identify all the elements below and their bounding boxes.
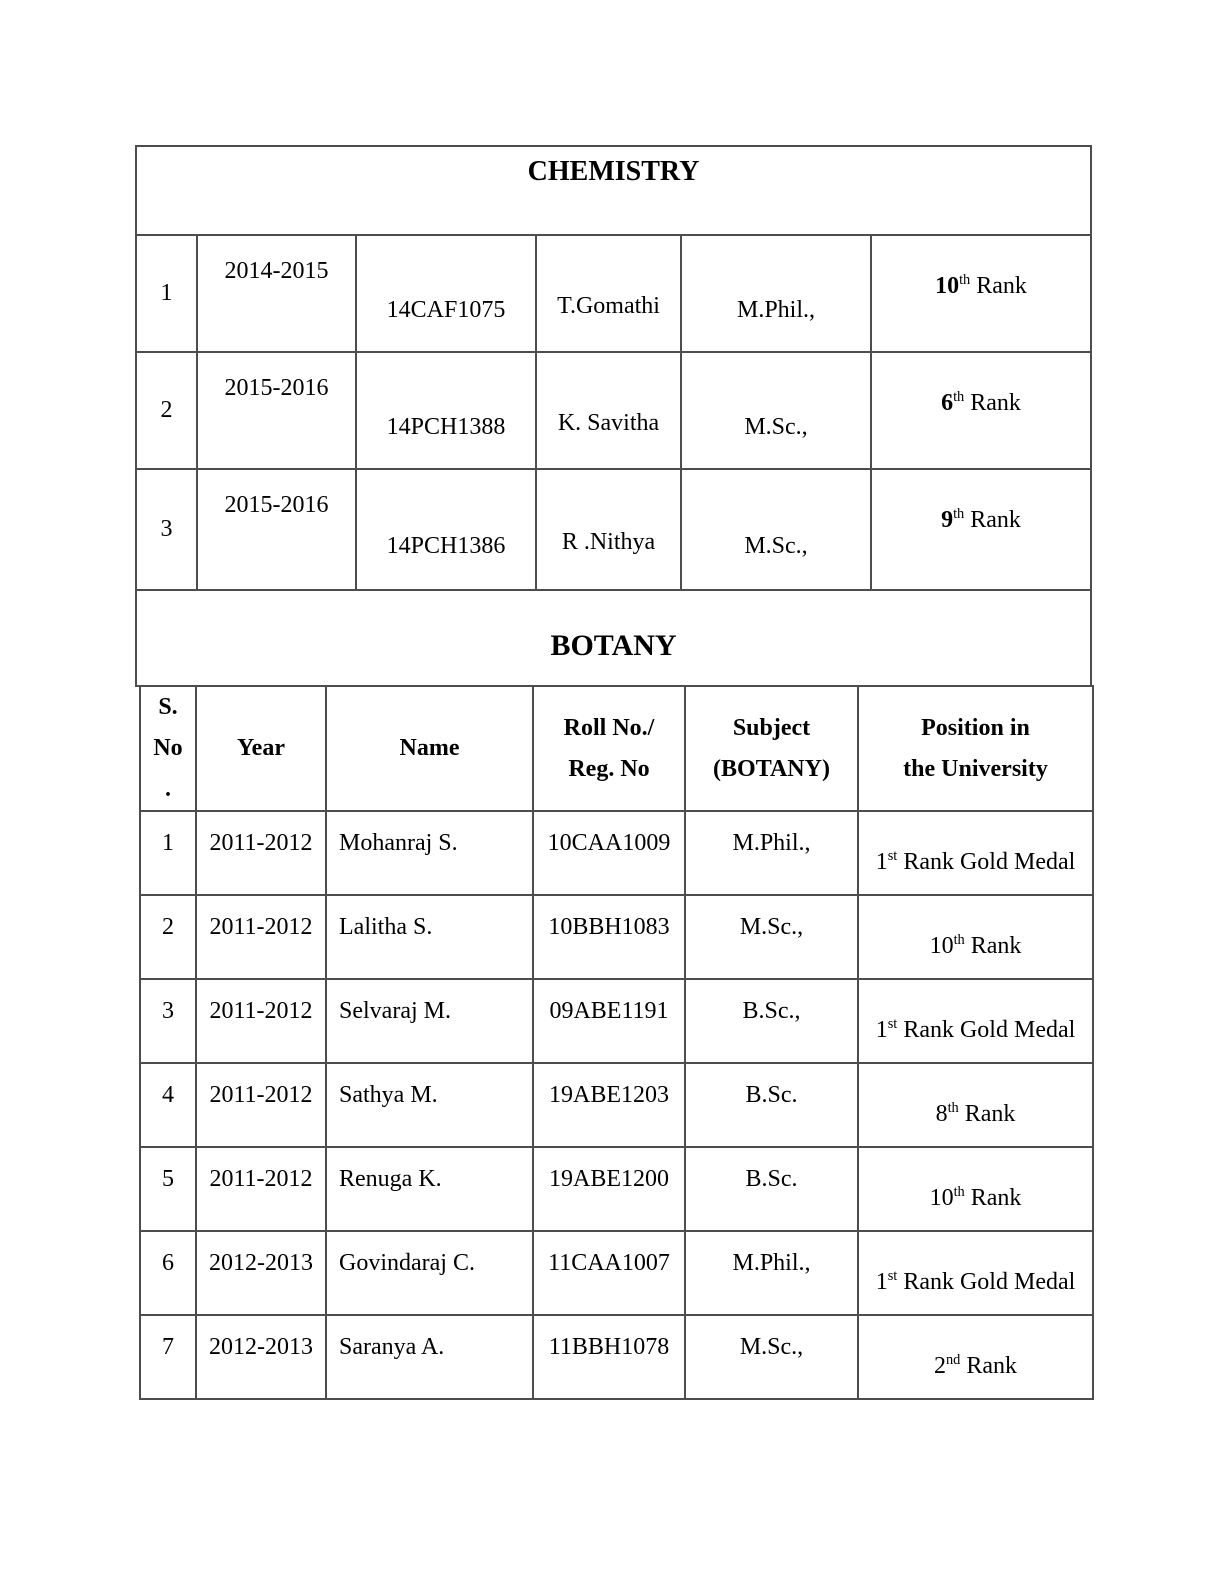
year-cell: 2011-2012: [196, 1063, 326, 1147]
rank-number: 8: [935, 1101, 948, 1127]
year-cell: 2011-2012: [196, 811, 326, 895]
name-cell: Mohanraj S.: [326, 811, 533, 895]
botany-row: [140, 1147, 1093, 1231]
serial-number-cell: 7: [140, 1315, 196, 1399]
botany-header-position: Position in the University: [858, 686, 1093, 811]
subject-cell: M.Phil.,: [685, 1231, 858, 1315]
subject-cell: M.Phil.,: [681, 235, 871, 352]
year-cell: 2015-2016: [197, 352, 356, 469]
roll-no-cell: 11CAA1007: [533, 1231, 685, 1315]
chemistry-row: [136, 352, 1091, 469]
subject-cell: B.Sc.: [685, 1147, 858, 1231]
serial-number-cell: 3: [136, 469, 197, 590]
year-cell: 2012-2013: [196, 1315, 326, 1399]
rank-ordinal-suffix: th: [953, 1184, 965, 1200]
rank-ordinal-suffix: th: [959, 272, 971, 288]
rank-number: 1: [875, 849, 888, 875]
subject-cell: M.Sc.,: [685, 1315, 858, 1399]
rank-ordinal-suffix: th: [953, 389, 965, 405]
botany-title-row: [136, 590, 1091, 686]
roll-no-cell: 19ABE1200: [533, 1147, 685, 1231]
name-cell: Saranya A.: [326, 1315, 533, 1399]
name-cell: Sathya M.: [326, 1063, 533, 1147]
year-cell: 2015-2016: [197, 469, 356, 590]
roll-no-cell: 10CAA1009: [533, 811, 685, 895]
serial-number-cell: 2: [136, 352, 197, 469]
chemistry-table: [135, 145, 1092, 687]
year-cell: 2011-2012: [196, 895, 326, 979]
botany-header-subject: Subject (BOTANY): [685, 686, 858, 811]
roll-no-cell: 14CAF1075: [356, 235, 536, 352]
rank-ordinal-suffix: th: [953, 506, 965, 522]
chemistry-section-title: CHEMISTRY: [136, 146, 1091, 235]
botany-row: [140, 811, 1093, 895]
serial-number-cell: 1: [140, 811, 196, 895]
rank-number: 2: [933, 1353, 946, 1379]
position-cell: 2nd Rank: [858, 1315, 1093, 1399]
name-cell: Renuga K.: [326, 1147, 533, 1231]
botany-row: [140, 1231, 1093, 1315]
rank-number: 10: [929, 933, 954, 959]
name-cell: R .Nithya: [536, 469, 681, 590]
position-cell: 8th Rank: [858, 1063, 1093, 1147]
year-cell: 2014-2015: [197, 235, 356, 352]
botany-row: [140, 979, 1093, 1063]
botany-row: [140, 1063, 1093, 1147]
name-cell: Selvaraj M.: [326, 979, 533, 1063]
position-cell: 1st Rank Gold Medal: [858, 811, 1093, 895]
serial-number-cell: 4: [140, 1063, 196, 1147]
rank-ordinal-suffix: th: [947, 1100, 959, 1116]
rank-ordinal-suffix: nd: [945, 1352, 961, 1368]
subject-cell: M.Sc.,: [681, 352, 871, 469]
rank-number: 6: [941, 390, 954, 416]
rank-number: 10: [929, 1185, 954, 1211]
name-cell: Lalitha S.: [326, 895, 533, 979]
rank-number: 9: [941, 507, 954, 533]
rank-cell: 10th Rank: [871, 235, 1091, 352]
rank-number: 1: [875, 1017, 888, 1043]
botany-header-row: [140, 686, 1093, 811]
year-cell: 2012-2013: [196, 1231, 326, 1315]
serial-number-cell: 2: [140, 895, 196, 979]
botany-row: [140, 895, 1093, 979]
roll-no-cell: 10BBH1083: [533, 895, 685, 979]
subject-cell: M.Sc.,: [685, 895, 858, 979]
rank-ordinal-suffix: st: [887, 1016, 898, 1032]
roll-no-cell: 14PCH1388: [356, 352, 536, 469]
chemistry-rows: [136, 235, 1091, 590]
botany-row: [140, 1315, 1093, 1399]
botany-header-name: Name: [326, 686, 533, 811]
botany-header-year: Year: [196, 686, 326, 811]
name-cell: Govindaraj C.: [326, 1231, 533, 1315]
botany-table: [139, 685, 1094, 1400]
rank-ordinal-suffix: st: [887, 848, 898, 864]
name-cell: K. Savitha: [536, 352, 681, 469]
roll-no-cell: 11BBH1078: [533, 1315, 685, 1399]
serial-number-cell: 6: [140, 1231, 196, 1315]
rank-number: 10: [935, 273, 960, 299]
botany-header-sno: S. No .: [140, 686, 196, 811]
chemistry-row: [136, 235, 1091, 352]
subject-cell: M.Sc.,: [681, 469, 871, 590]
roll-no-cell: 14PCH1386: [356, 469, 536, 590]
year-cell: 2011-2012: [196, 1147, 326, 1231]
chemistry-title-row: [136, 146, 1091, 235]
chemistry-row: [136, 469, 1091, 590]
position-cell: 10th Rank: [858, 895, 1093, 979]
rank-cell: 9th Rank: [871, 469, 1091, 590]
serial-number-cell: 3: [140, 979, 196, 1063]
rank-number: 1: [875, 1269, 888, 1295]
botany-header-roll-no: Roll No./ Reg. No: [533, 686, 685, 811]
subject-cell: B.Sc.,: [685, 979, 858, 1063]
position-cell: 1st Rank Gold Medal: [858, 979, 1093, 1063]
botany-rows: [140, 811, 1093, 1399]
year-cell: 2011-2012: [196, 979, 326, 1063]
subject-cell: B.Sc.: [685, 1063, 858, 1147]
position-cell: 1st Rank Gold Medal: [858, 1231, 1093, 1315]
roll-no-cell: 09ABE1191: [533, 979, 685, 1063]
rank-ordinal-suffix: th: [953, 932, 965, 948]
rank-ordinal-suffix: st: [887, 1268, 898, 1284]
position-cell: 10th Rank: [858, 1147, 1093, 1231]
roll-no-cell: 19ABE1203: [533, 1063, 685, 1147]
rank-cell: 6th Rank: [871, 352, 1091, 469]
botany-section-title: BOTANY: [136, 590, 1091, 686]
subject-cell: M.Phil.,: [685, 811, 858, 895]
serial-number-cell: 5: [140, 1147, 196, 1231]
name-cell: T.Gomathi: [536, 235, 681, 352]
serial-number-cell: 1: [136, 235, 197, 352]
